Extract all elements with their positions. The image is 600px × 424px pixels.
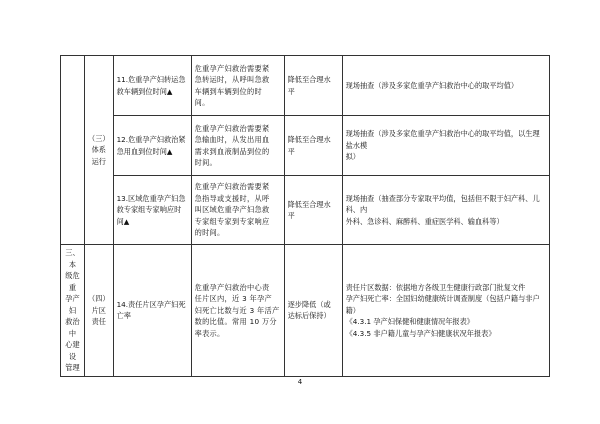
indicator-name-cell: 12.危重孕产妇救治紧 急用血到位时间▲	[113, 116, 191, 176]
indicator-description-cell: 危重孕产妇救治需要紧 急输血时，从发出用血 需求到血液制品到位的 时间。	[191, 116, 284, 176]
table-row	[61, 176, 550, 245]
table-row	[61, 245, 550, 377]
category-cell: （四） 片区 责任	[85, 245, 114, 377]
indicator-name-cell: 13.区域危重孕产妇急 救专家组专家响应时 间▲	[113, 176, 191, 245]
method-cell: 现场抽查（涉及多家危重孕产妇救治中心的取平均值）	[342, 56, 549, 116]
section-cell-empty	[61, 56, 85, 245]
method-cell: 责任片区数据：依据地方各级卫生健康行政部门批复文件 孕产妇死亡率：全国妇幼健康统计调查制度（包括户籍与非户籍） 《4.3.1 孕产妇保健和健康情况年报表》 《4.3.5 非户籍儿童与孕产妇健康状况年报表》	[342, 245, 549, 377]
indicator-description-cell: 危重孕产妇救治需要紧 急指导或支援时，从呼 叫区域危重孕产妇急救 专家组专家到专家响应 的时间。	[191, 176, 284, 245]
trend-cell: 降低至合理水 平	[284, 116, 342, 176]
method-cell: 现场抽查（涉及多家危重孕产妇救治中心的取平均值，以生理盐水模 拟）	[342, 116, 549, 176]
indicator-description-cell: 危重孕产妇救治中心责 任片区内，近 3 年孕产 妇死亡比数与近 3 年活产 数的比值。常用 10 万分 率表示。	[191, 245, 284, 377]
page-number: 4	[297, 378, 303, 386]
category-cell: （三） 体系 运行	[85, 56, 114, 245]
table-row	[61, 56, 550, 116]
table-row	[61, 116, 550, 176]
indicator-table	[60, 55, 550, 377]
method-cell: 现场抽查（抽查部分专家取平均值，包括但不限于妇产科、儿科、内 外科、急诊科、麻醉科、重症医学科、输血科等）	[342, 176, 549, 245]
section-cell: 三、本 级危重 孕产妇 救治中 心建设 管理	[61, 245, 85, 377]
trend-cell: 降低至合理水 平	[284, 176, 342, 245]
trend-cell: 降低至合理水 平	[284, 56, 342, 116]
indicator-name-cell: 14.责任片区孕产妇死 亡率	[113, 245, 191, 377]
indicator-name-cell: 11.危重孕产妇转运急 救车辆到位时间▲	[113, 56, 191, 116]
trend-cell: 逐步降低（或 达标后保持）	[284, 245, 342, 377]
indicator-description-cell: 危重孕产妇救治需要紧 急转运时，从呼叫急救 车辆到车辆到位的时 间。	[191, 56, 284, 116]
